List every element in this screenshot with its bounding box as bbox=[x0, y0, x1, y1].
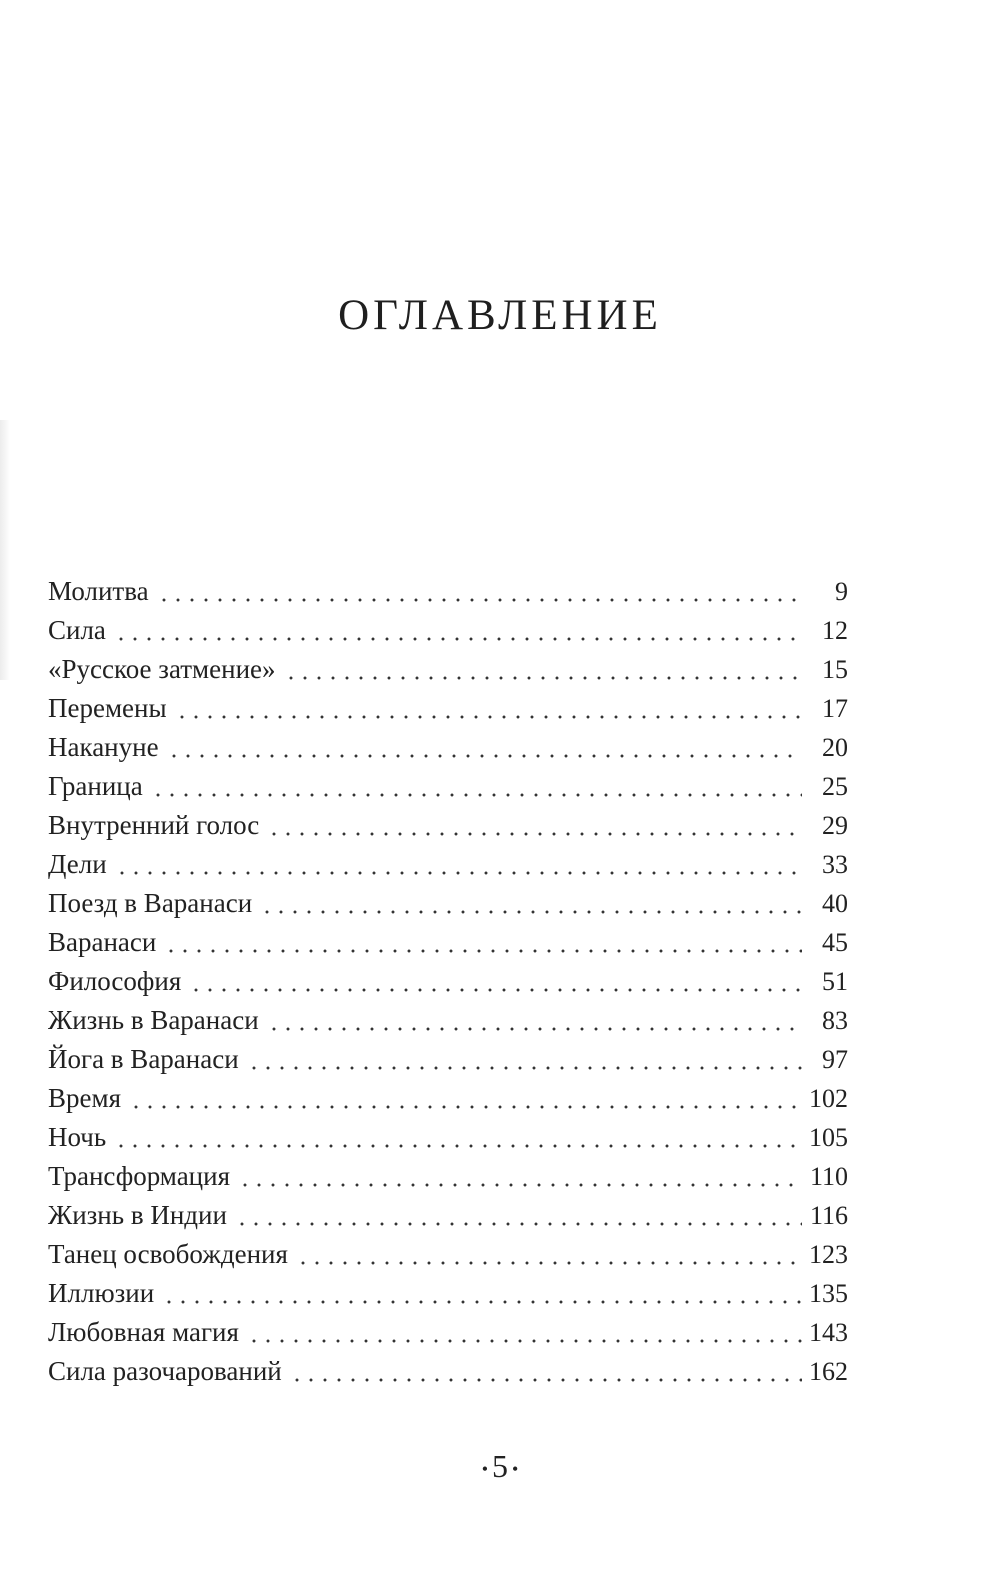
toc-entry[interactable] bbox=[48, 1157, 848, 1196]
toc-entry-label: Философия bbox=[48, 966, 182, 996]
toc-entry[interactable] bbox=[48, 1040, 848, 1079]
toc-entry-label: Накануне bbox=[48, 732, 159, 762]
toc-entry[interactable] bbox=[48, 728, 848, 767]
toc-entry-page: 105 bbox=[809, 1123, 848, 1152]
toc-entry-label: Йога в Варанаси bbox=[48, 1044, 239, 1074]
toc-entry[interactable] bbox=[48, 767, 848, 806]
page-number-bullet-left: • bbox=[481, 1459, 488, 1480]
toc-entry[interactable] bbox=[48, 1118, 848, 1157]
toc-entry-label: Поезд в Варанаси bbox=[48, 888, 253, 918]
toc-dot-leader bbox=[151, 793, 802, 797]
toc-entry[interactable] bbox=[48, 1313, 848, 1352]
toc-dot-leader bbox=[157, 598, 802, 602]
toc-entry-page: 9 bbox=[835, 577, 848, 606]
toc-entry-label: Трансформация bbox=[48, 1161, 230, 1191]
toc-entry[interactable] bbox=[48, 1352, 848, 1391]
toc-dot-leader bbox=[175, 715, 802, 719]
toc-entry[interactable] bbox=[48, 611, 848, 650]
toc-entry-page: 162 bbox=[809, 1357, 848, 1386]
toc-entry-label: Жизнь в Индии bbox=[48, 1200, 227, 1230]
toc-entry-page: 20 bbox=[822, 733, 848, 762]
toc-dot-leader bbox=[260, 910, 802, 914]
toc-entry[interactable] bbox=[48, 923, 848, 962]
toc-entry-label: «Русское затмение» bbox=[48, 654, 276, 684]
toc-entry-label: Иллюзии bbox=[48, 1278, 155, 1308]
toc-entry-page: 97 bbox=[822, 1045, 848, 1074]
toc-entry-page: 116 bbox=[809, 1201, 848, 1230]
toc-dot-leader bbox=[267, 1027, 802, 1031]
toc-entry-label: Внутренний голос bbox=[48, 810, 260, 840]
toc-entry[interactable] bbox=[48, 845, 848, 884]
toc-entry-label: Время bbox=[48, 1083, 121, 1113]
toc-entry[interactable] bbox=[48, 1274, 848, 1313]
toc-entry-page: 12 bbox=[822, 616, 848, 645]
toc-dot-leader bbox=[290, 1378, 802, 1382]
toc-entry-page: 25 bbox=[822, 772, 848, 801]
toc-dot-leader bbox=[247, 1066, 802, 1070]
page-number-bullet-right: • bbox=[512, 1459, 519, 1480]
toc-entry-label: Ночь bbox=[48, 1122, 107, 1152]
toc-entry[interactable] bbox=[48, 572, 848, 611]
toc-entry-page: 29 bbox=[822, 811, 848, 840]
toc-entry-page: 123 bbox=[809, 1240, 848, 1269]
table-of-contents bbox=[48, 572, 848, 1391]
toc-dot-leader bbox=[115, 871, 802, 875]
toc-entry-page: 110 bbox=[809, 1162, 848, 1191]
page-edge-shadow bbox=[0, 420, 10, 680]
toc-entry-page: 83 bbox=[822, 1006, 848, 1035]
toc-entry-page: 17 bbox=[822, 694, 848, 723]
toc-entry-page: 45 bbox=[822, 928, 848, 957]
toc-entry-page: 135 bbox=[809, 1279, 848, 1308]
toc-entry-label: Танец освобождения bbox=[48, 1239, 288, 1269]
toc-entry-label: Любовная магия bbox=[48, 1317, 239, 1347]
toc-entry-label: Варанаси bbox=[48, 927, 157, 957]
toc-entry-page: 143 bbox=[809, 1318, 848, 1347]
toc-entry-page: 51 bbox=[822, 967, 848, 996]
toc-entry[interactable] bbox=[48, 884, 848, 923]
toc-entry-page: 40 bbox=[822, 889, 848, 918]
toc-entry-label: Жизнь в Варанаси bbox=[48, 1005, 259, 1035]
toc-dot-leader bbox=[296, 1261, 802, 1265]
toc-entry[interactable] bbox=[48, 1001, 848, 1040]
toc-entry-page: 15 bbox=[822, 655, 848, 684]
toc-entry[interactable] bbox=[48, 806, 848, 845]
toc-entry[interactable] bbox=[48, 1235, 848, 1274]
page-title: ОГЛАВЛЕНИЕ bbox=[338, 291, 662, 339]
toc-entry-label: Дели bbox=[48, 849, 107, 879]
toc-entry[interactable] bbox=[48, 1079, 848, 1118]
toc-dot-leader bbox=[267, 832, 802, 836]
toc-entry-label: Сила bbox=[48, 615, 106, 645]
toc-dot-leader bbox=[235, 1222, 802, 1226]
toc-dot-leader bbox=[238, 1183, 802, 1187]
toc-dot-leader bbox=[189, 988, 802, 992]
toc-entry-label: Граница bbox=[48, 771, 143, 801]
toc-dot-leader bbox=[129, 1105, 802, 1109]
toc-entry-page: 33 bbox=[822, 850, 848, 879]
toc-dot-leader bbox=[167, 754, 802, 758]
toc-entry[interactable] bbox=[48, 689, 848, 728]
toc-entry-page: 102 bbox=[809, 1084, 848, 1113]
page-number-value: 5 bbox=[492, 1448, 508, 1484]
toc-entry-label: Молитва bbox=[48, 576, 149, 606]
toc-dot-leader bbox=[284, 676, 803, 680]
toc-entry-label: Перемены bbox=[48, 693, 167, 723]
page-number bbox=[0, 1448, 1000, 1485]
toc-entry-label: Сила разочарований bbox=[48, 1356, 282, 1386]
toc-entry[interactable] bbox=[48, 650, 848, 689]
toc-dot-leader bbox=[114, 1144, 802, 1148]
toc-dot-leader bbox=[162, 1300, 802, 1304]
toc-dot-leader bbox=[247, 1339, 802, 1343]
toc-entry[interactable] bbox=[48, 962, 848, 1001]
toc-dot-leader bbox=[164, 949, 802, 953]
toc-dot-leader bbox=[114, 637, 802, 641]
toc-entry[interactable] bbox=[48, 1196, 848, 1235]
